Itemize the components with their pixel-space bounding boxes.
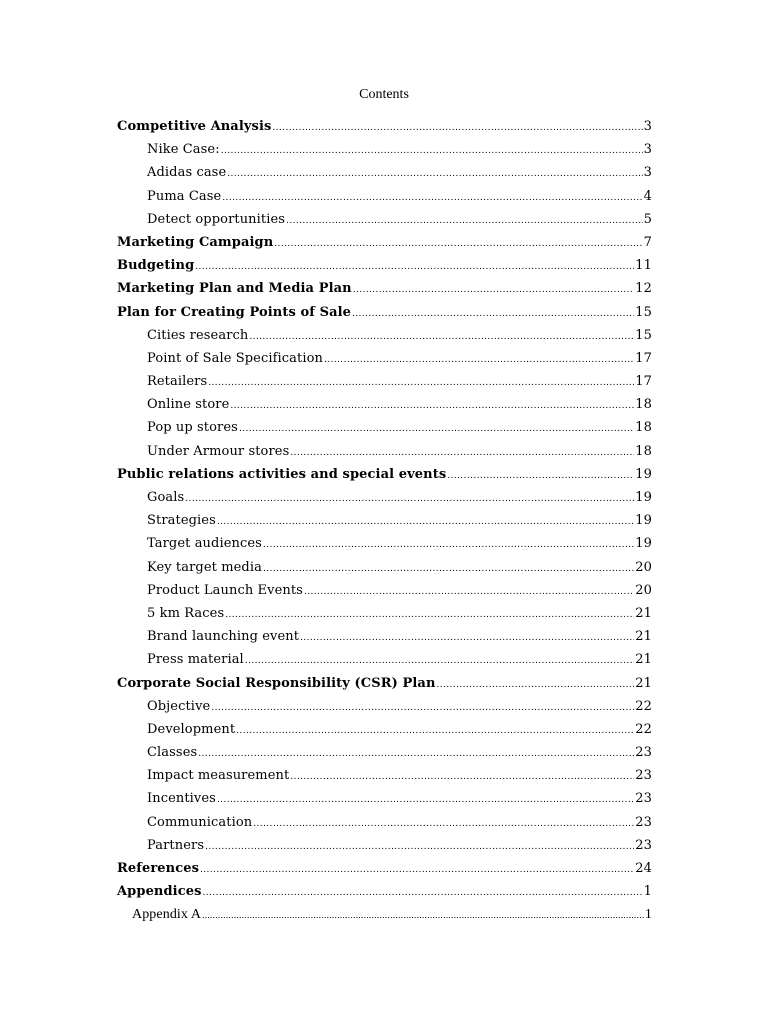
toc-entry[interactable]: [117, 161, 652, 184]
dot-leader: [263, 558, 634, 581]
dot-leader: [253, 813, 634, 836]
toc-entry-title: References: [117, 861, 200, 876]
toc-entry[interactable]: [117, 672, 652, 695]
toc-entry-page-number: 22: [635, 698, 652, 714]
toc-entry-title: Partners: [147, 837, 205, 853]
toc-entry-page-number: 1: [643, 884, 652, 900]
toc-entry[interactable]: [117, 695, 652, 718]
toc-entry-page-number: 24: [635, 861, 652, 876]
toc-entry-page-number: 23: [635, 768, 652, 784]
toc-entry[interactable]: [117, 370, 652, 393]
toc-entry-page-number: 19: [635, 513, 652, 529]
page-title: Contents: [359, 87, 409, 102]
toc-entry[interactable]: [117, 347, 652, 370]
toc-entry-title: Appendix A: [132, 907, 202, 923]
dot-leader: [195, 256, 634, 279]
dot-leader: [185, 488, 634, 511]
toc-entry-page-number: 11: [635, 258, 652, 274]
toc-entry-title: Online store: [147, 397, 230, 413]
toc-entry[interactable]: [117, 463, 652, 486]
toc-entry-title: Marketing Plan and Media Plan: [117, 281, 352, 297]
toc-entry-title: Product Launch Events: [147, 582, 303, 598]
dot-leader: [208, 372, 634, 395]
dot-leader: [272, 117, 642, 140]
dot-leader: [245, 650, 634, 673]
toc-entry-title: Puma Case: [147, 188, 222, 204]
toc-entry-title: Detect opportunities: [147, 211, 286, 227]
toc-entry-title: 5 km Races: [147, 605, 225, 621]
toc-entry[interactable]: [117, 741, 652, 764]
dot-leader: [286, 210, 643, 233]
toc-entry[interactable]: [117, 393, 652, 416]
toc-entry-page-number: 19: [635, 536, 652, 552]
toc-entry[interactable]: [117, 138, 652, 161]
toc-entry[interactable]: [117, 185, 652, 208]
toc-entry-title: Adidas case: [147, 165, 227, 181]
toc-entry-page-number: 1: [644, 907, 652, 923]
dot-leader: [324, 349, 634, 372]
dot-leader: [274, 233, 642, 256]
toc-entry[interactable]: [117, 509, 652, 532]
dot-leader: [222, 187, 642, 210]
dot-leader: [205, 836, 634, 859]
toc-entry-title: Classes: [147, 745, 198, 761]
dot-leader: [217, 511, 634, 534]
toc-entry[interactable]: [117, 115, 652, 138]
toc-entry-title: Key target media: [147, 559, 262, 575]
toc-entry-page-number: 23: [635, 791, 652, 807]
dot-leader: [221, 140, 643, 163]
toc-entry-title: Public relations activities and special events: [117, 466, 447, 482]
toc-entry-title: Impact measurement: [147, 768, 290, 784]
toc-entry-page-number: 17: [635, 374, 652, 390]
dot-leader: [263, 534, 634, 557]
dot-leader: [304, 581, 634, 604]
toc-entry-title: Competitive Analysis: [117, 119, 272, 134]
dot-leader: [211, 697, 634, 720]
toc-entry[interactable]: [117, 532, 652, 555]
toc-entry[interactable]: [117, 880, 652, 903]
dot-leader: [227, 163, 642, 186]
toc-entry-page-number: 4: [643, 188, 652, 204]
toc-entry[interactable]: [117, 208, 652, 231]
dot-leader: [203, 882, 643, 905]
toc-entry-title: Incentives: [147, 791, 216, 807]
toc-entry-title: Objective: [147, 698, 211, 714]
toc-entry[interactable]: [117, 648, 652, 671]
toc-entry-page-number: 20: [635, 559, 652, 575]
toc-entry[interactable]: [117, 231, 652, 254]
toc-entry-title: Press material: [147, 652, 244, 668]
toc-entry[interactable]: [117, 277, 652, 300]
toc-entry[interactable]: [117, 254, 652, 277]
toc-entry-title: Budgeting: [117, 258, 195, 274]
toc-entry-page-number: 5: [643, 211, 652, 227]
toc-entry-title: Brand launching event: [147, 629, 300, 645]
dot-leader: [198, 743, 634, 766]
toc-entry-page-number: 18: [635, 443, 652, 459]
dot-leader: [447, 465, 634, 488]
dot-leader: [239, 418, 634, 441]
dot-leader: [225, 604, 634, 627]
toc-entry-title: Plan for Creating Points of Sale: [117, 304, 352, 320]
toc-entry-title: Under Armour stores: [147, 443, 290, 459]
dot-leader: [290, 442, 634, 465]
dot-leader: [353, 279, 635, 302]
toc-entry-page-number: 21: [635, 652, 652, 668]
toc-entry[interactable]: [117, 579, 652, 602]
toc-entry-page-number: 21: [635, 629, 652, 645]
toc-entry[interactable]: [117, 602, 652, 625]
toc-entry[interactable]: [117, 718, 652, 741]
toc-entry-page-number: 12: [635, 281, 652, 297]
toc-entry[interactable]: [117, 764, 652, 787]
toc-entry-title: Goals: [147, 490, 185, 505]
toc-entry[interactable]: [117, 834, 652, 857]
toc-entry-title: Strategies: [147, 513, 216, 529]
toc-entry-page-number: 23: [635, 837, 652, 853]
toc-entry[interactable]: [117, 440, 652, 463]
toc-entry-title: Nike Case:: [147, 142, 220, 158]
toc-entry-title: Cities research: [147, 327, 249, 343]
toc-entry-page-number: 18: [635, 420, 652, 436]
dot-leader: [202, 904, 644, 927]
toc-entry-page-number: 18: [635, 397, 652, 413]
toc-entry-title: Target audiences: [147, 536, 262, 552]
table-of-contents: [117, 115, 652, 927]
toc-entry[interactable]: [117, 556, 652, 579]
toc-entry[interactable]: [117, 486, 652, 509]
toc-entry-title: Marketing Campaign: [117, 234, 274, 250]
toc-entry[interactable]: [117, 416, 652, 439]
toc-entry[interactable]: [117, 811, 652, 834]
toc-entry-title: Point of Sale Specification: [147, 350, 323, 366]
dot-leader: [230, 395, 634, 418]
dot-leader: [200, 859, 634, 882]
toc-entry[interactable]: [117, 301, 652, 324]
dot-leader: [352, 303, 634, 326]
toc-entry[interactable]: [117, 324, 652, 347]
toc-entry-page-number: 23: [635, 814, 652, 830]
toc-entry-page-number: 3: [643, 142, 652, 158]
toc-entry[interactable]: [117, 857, 652, 880]
toc-entry-page-number: 22: [635, 721, 652, 737]
toc-entry-page-number: 23: [635, 745, 652, 761]
toc-entry-page-number: 21: [635, 605, 652, 621]
toc-entry-page-number: 7: [643, 234, 652, 250]
toc-entry-title: Appendices: [117, 884, 202, 900]
toc-entry[interactable]: [117, 625, 652, 648]
toc-entry[interactable]: [117, 903, 652, 926]
toc-entry-title: Corporate Social Responsibility (CSR) Plan: [117, 675, 436, 691]
toc-entry-page-number: 20: [635, 582, 652, 598]
toc-entry-page-number: 15: [635, 304, 652, 320]
toc-entry-page-number: 3: [643, 119, 652, 134]
toc-entry-title: Pop up stores: [147, 420, 238, 436]
toc-entry-title: Development: [147, 721, 236, 737]
dot-leader: [437, 674, 635, 697]
dot-leader: [249, 326, 634, 349]
toc-entry-page-number: 19: [635, 490, 652, 505]
dot-leader: [236, 720, 634, 743]
toc-entry-page-number: 3: [643, 165, 652, 181]
dot-leader: [290, 766, 634, 789]
toc-entry-page-number: 21: [635, 675, 652, 691]
toc-entry-page-number: 19: [635, 466, 652, 482]
toc-entry-page-number: 15: [635, 327, 652, 343]
dot-leader: [300, 627, 634, 650]
toc-entry-title: Communication: [147, 814, 253, 830]
toc-entry-page-number: 17: [635, 350, 652, 366]
dot-leader: [217, 789, 634, 812]
toc-entry-title: Retailers: [147, 374, 208, 390]
toc-entry[interactable]: [117, 787, 652, 810]
